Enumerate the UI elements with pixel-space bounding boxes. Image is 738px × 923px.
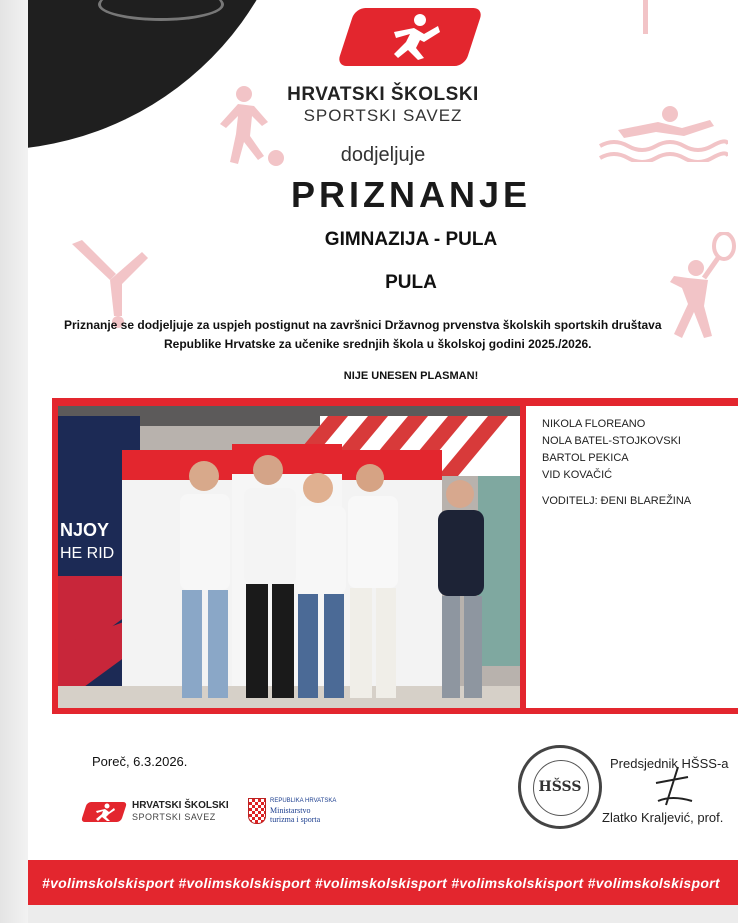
city-name: PULA [385, 272, 437, 293]
hashtag-text: #volimskolskisport #volimskolskisport #volimskolskisport #volimskolskisport #volimskolskisport [42, 875, 720, 891]
stamp-text: HŠSS [538, 779, 582, 795]
team-member: VID KOVAČIĆ [542, 469, 613, 481]
team-member: NOLA BATEL-STOJKOVSKI [542, 435, 681, 447]
team-names-panel [526, 406, 738, 708]
ministry-line3: turizma i sporta [270, 815, 321, 824]
team-coach: VODITELJ: ĐENI BLAREŽINA [542, 495, 692, 507]
team-members-list [542, 416, 681, 484]
place-date: Poreč, 6.3.2026. [92, 754, 188, 769]
school-name: GIMNAZIJA - PULA [324, 229, 498, 250]
banner-text-1: NJOY [60, 520, 110, 540]
president-name: Zlatko Kraljević, prof. [602, 810, 724, 825]
team-photo-frame [52, 398, 738, 714]
team-photo [58, 406, 520, 708]
description-line1: Priznanje se dodjeljuje za uspjeh postignut na završnici Državnog prvenstva školskih sportskih društava [64, 318, 662, 332]
team-member: BARTOL PEKICA [542, 452, 629, 464]
runner-logo-icon [92, 802, 116, 822]
croatian-crest-icon [248, 798, 266, 824]
president-title: Predsjednik HŠSS-a [610, 756, 729, 771]
awards-label: dodjeljuje [340, 144, 426, 166]
stamp-seal-icon [518, 745, 602, 829]
description-line2: Republike Hrvatske za učenike srednjih škola u školskoj godini 2025./2026. [164, 337, 592, 351]
hashtag-bar [28, 860, 738, 905]
ministry-name [270, 806, 320, 824]
signature [648, 765, 698, 810]
ministry-line1: REPUBLIKA HRVATSKA [270, 798, 337, 804]
ministry-line2: Ministarstvo [270, 806, 311, 815]
page-margin [0, 0, 28, 923]
certificate-description [64, 316, 738, 354]
team-member: NIKOLA FLOREANO [542, 418, 646, 430]
placement-status: NIJE UNESEN PLASMAN! [343, 370, 479, 382]
footer-logo-line1: HRVATSKI ŠKOLSKI [132, 800, 229, 811]
banner-text-2: HE RID [60, 545, 115, 562]
organization-name-line1: HRVATSKI ŠKOLSKI [287, 84, 479, 105]
certificate-title: PRIZNANJE [290, 174, 532, 215]
certificate-page [28, 0, 738, 905]
runner-logo-icon [380, 12, 444, 62]
organization-name-line2: SPORTSKI SAVEZ [303, 106, 463, 125]
stick-decoration [636, 0, 656, 36]
footer-logo-line2: SPORTSKI SAVEZ [132, 812, 216, 822]
